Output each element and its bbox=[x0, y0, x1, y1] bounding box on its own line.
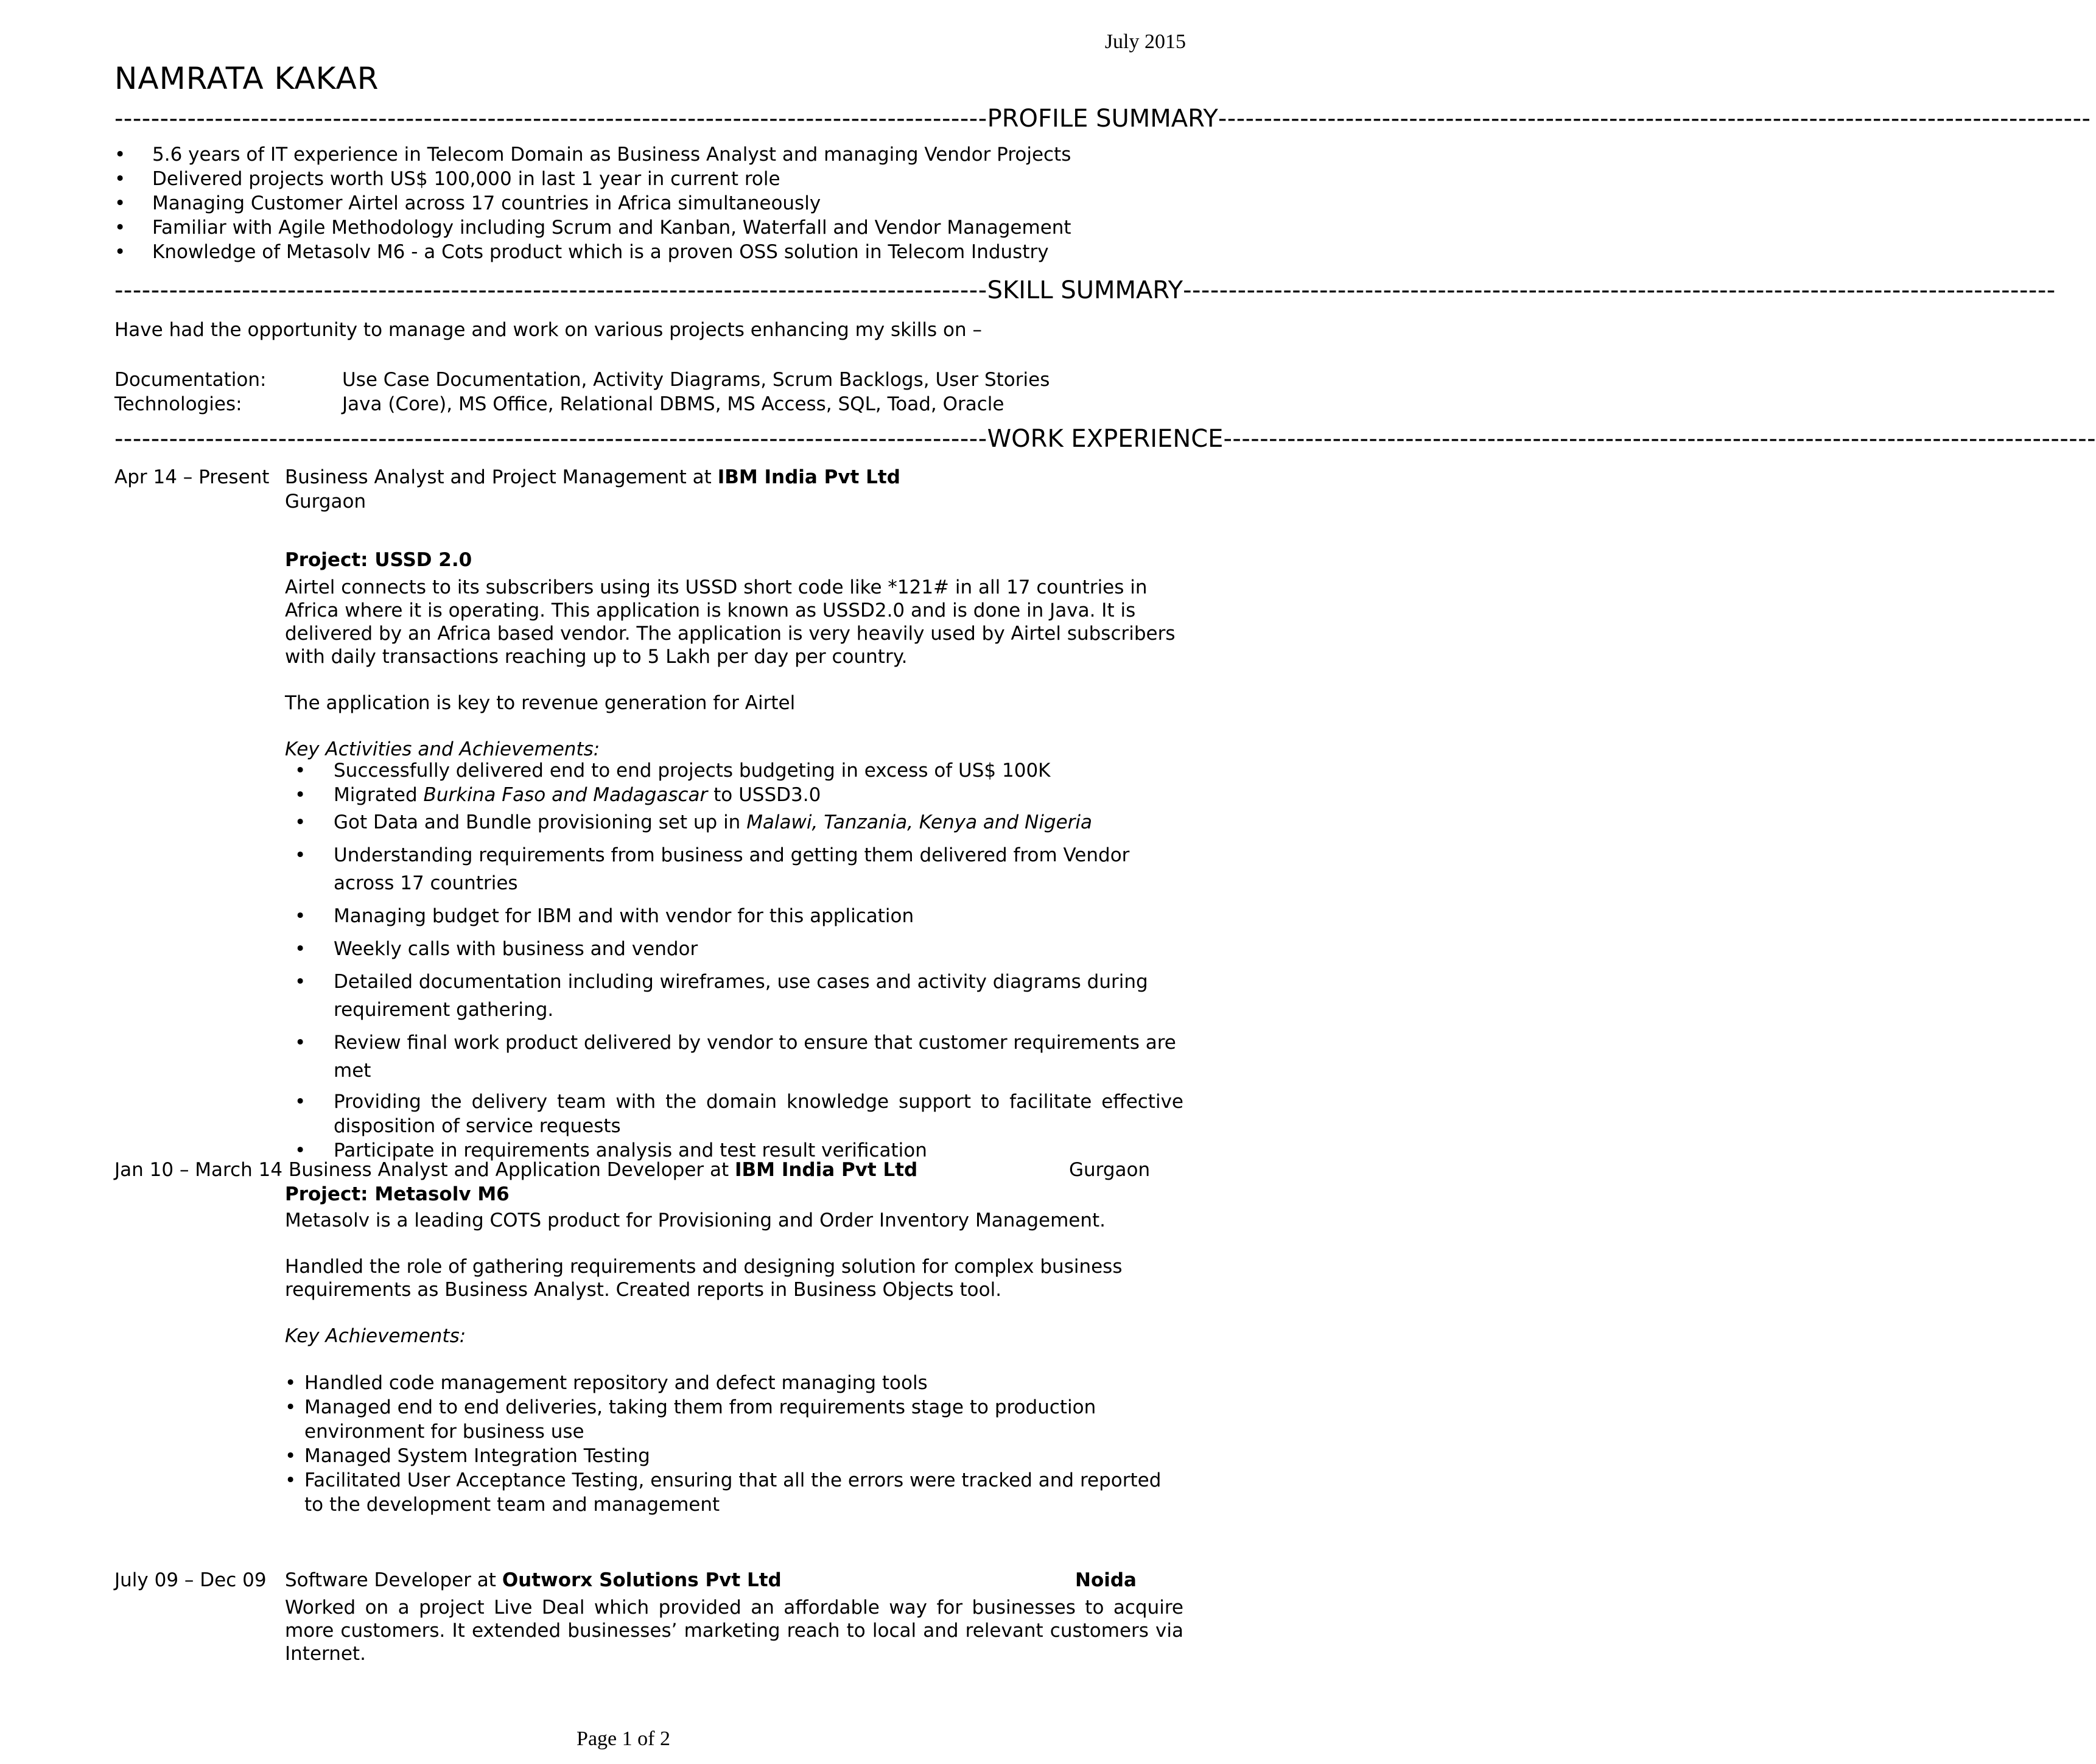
candidate-name: NAMRATA KAKAR bbox=[114, 61, 379, 96]
job1-company: IBM India Pvt Ltd bbox=[717, 466, 900, 488]
job3-body bbox=[285, 1568, 1183, 1665]
list-item: • Knowledge of Metasolv M6 - a Cots product which is a proven OSS solution in Telecom Industry bbox=[114, 240, 1183, 264]
list-item: • Managing budget for IBM and with vendor for this application bbox=[285, 902, 1183, 930]
job2-description: Metasolv is a leading COTS product for Provisioning and Order Inventory Management. bbox=[285, 1209, 1106, 1231]
job2-header bbox=[114, 1158, 1183, 1182]
job2-description-2: Handled the role of gathering requirements and designing solution for complex business requirements as Business Analyst. Created reports in Business Objects tool. bbox=[285, 1256, 1123, 1301]
list-item: • Managing Customer Airtel across 17 countries in Africa simultaneously bbox=[114, 191, 1183, 215]
job3-company: Outworx Solutions Pvt Ltd bbox=[502, 1569, 782, 1591]
job2-date: Jan 10 – March 14 bbox=[114, 1159, 283, 1181]
job2-project: Project: Metasolv M6 bbox=[285, 1183, 510, 1205]
job1-description-2: The application is key to revenue generation for Airtel bbox=[285, 692, 796, 714]
job3-description: Worked on a project Live Deal which provided an affordable way for businesses to acquire more customers. It extended businesses’ marketing reach to local and relevant customers via Internet. bbox=[285, 1597, 1183, 1665]
document-date: July 2015 bbox=[1104, 30, 1186, 53]
skill-key: Technologies: bbox=[114, 393, 242, 415]
job1-body bbox=[285, 465, 1183, 1167]
skill-row-documentation bbox=[114, 368, 1183, 392]
profile-list bbox=[114, 142, 1183, 264]
list-item: • Providing the delivery team with the domain knowledge support to facilitate effective disposition of service requests bbox=[285, 1090, 1183, 1138]
list-item: • Familiar with Agile Methodology including Scrum and Kanban, Waterfall and Vendor Management bbox=[114, 215, 1183, 240]
list-item: • Handled code management repository and defect managing tools bbox=[285, 1371, 1183, 1395]
job1-title: Business Analyst and Project Management at IBM India Pvt Ltd bbox=[285, 466, 900, 488]
list-item: • Facilitated User Acceptance Testing, ensuring that all the errors were tracked and reported to the development team and management bbox=[285, 1468, 1183, 1517]
list-item: • 5.6 years of IT experience in Telecom Domain as Business Analyst and managing Vendor Projects bbox=[114, 142, 1183, 167]
job2-achievements-title: Key Achievements: bbox=[285, 1325, 466, 1347]
job3-location: Noida bbox=[1075, 1569, 1137, 1591]
job1-description: Airtel connects to its subscribers using its USSD short code like *121# in all 17 countries in Africa where it is operating. This application is known as USSD2.0 and is done in Java. It is delivered by an Africa based vendor. The application is very heavily used by Airtel subscribers with daily transactions reaching up to 5 Lakh per day per country. bbox=[285, 576, 1176, 668]
list-item: • Understanding requirements from business and getting them delivered from Vendor across 17 countries bbox=[285, 841, 1183, 897]
list-item: • Successfully delivered end to end projects budgeting in excess of US$ 100K bbox=[285, 758, 1183, 783]
job2-company: IBM India Pvt Ltd bbox=[735, 1159, 918, 1181]
list-item: • Managed end to end deliveries, taking them from requirements stage to production environment for business use bbox=[285, 1395, 1183, 1444]
skill-row-technologies bbox=[114, 392, 1183, 416]
job1-date: Apr 14 – Present bbox=[114, 466, 270, 488]
list-item: • Delivered projects worth US$ 100,000 in last 1 year in current role bbox=[114, 167, 1183, 191]
job2-role: Business Analyst and Application Developer at bbox=[288, 1159, 735, 1181]
job2-location: Gurgaon bbox=[1069, 1159, 1151, 1181]
list-item: • Migrated Burkina Faso and Madagascar to USSD3.0 bbox=[285, 783, 1183, 807]
list-item: • Detailed documentation including wireframes, use cases and activity diagrams during requirement gathering. bbox=[285, 968, 1183, 1024]
job3-title: Software Developer at Outworx Solutions Pvt Ltd Noida bbox=[285, 1569, 1137, 1591]
page-number: Page 1 of 2 bbox=[577, 1727, 670, 1750]
job1-location: Gurgaon bbox=[285, 491, 366, 513]
job2-achievements bbox=[285, 1371, 1183, 1517]
job1-achievements-title: Key Activities and Achievements: bbox=[285, 738, 600, 760]
job3-date: July 09 – Dec 09 bbox=[114, 1569, 267, 1591]
job2-body bbox=[285, 1182, 1183, 1517]
job1-achievements bbox=[285, 758, 1183, 1163]
skill-table bbox=[114, 368, 1183, 416]
list-item: • Got Data and Bundle provisioning set up in Malawi, Tanzania, Kenya and Nigeria bbox=[285, 808, 1183, 836]
work-experience-heading: ------------------------------------------------------------------------------------------------ WORK EXPERIENCE ------------------------------------------------------------------------------------------------ bbox=[114, 425, 2096, 453]
skill-key: Documentation: bbox=[114, 369, 267, 391]
list-item: • Managed System Integration Testing bbox=[285, 1444, 1183, 1468]
list-item: • Review final work product delivered by vendor to ensure that customer requirements are met bbox=[285, 1029, 1183, 1085]
profile-summary-heading: ------------------------------------------------------------------------------------------------ PROFILE SUMMARY ------------------------------------------------------------------------------------------------ bbox=[114, 105, 2091, 133]
list-item: • Weekly calls with business and vendor bbox=[285, 935, 1183, 963]
list-item: • Participate in requirements analysis and test result verification bbox=[285, 1138, 1183, 1163]
skill-summary-heading: ------------------------------------------------------------------------------------------------ SKILL SUMMARY ------------------------------------------------------------------------------------------------ bbox=[114, 276, 2056, 304]
skill-value: Java (Core), MS Office, Relational DBMS, MS Access, SQL, Toad, Oracle bbox=[342, 393, 1004, 415]
skill-intro: Have had the opportunity to manage and work on various projects enhancing my skills on – bbox=[114, 319, 982, 341]
job1-project: Project: USSD 2.0 bbox=[285, 549, 472, 571]
skill-value: Use Case Documentation, Activity Diagrams, Scrum Backlogs, User Stories bbox=[342, 369, 1050, 391]
profile-summary bbox=[114, 142, 1183, 264]
